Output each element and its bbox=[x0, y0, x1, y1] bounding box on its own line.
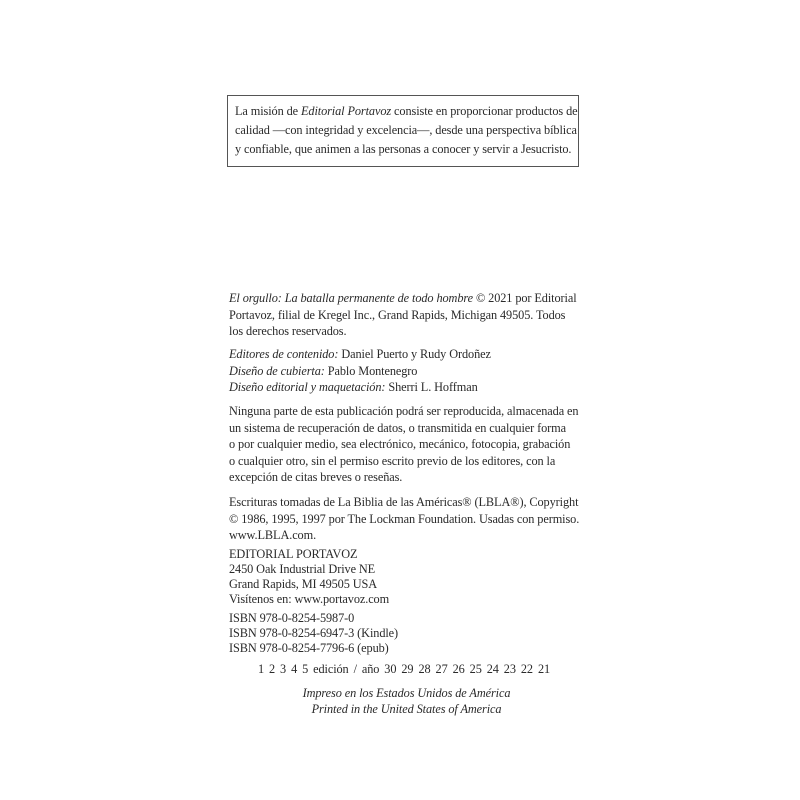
book-title: El orgullo: La batalla permanente de todo hombre bbox=[229, 291, 473, 305]
isbn-line: ISBN 978-0-8254-5987-0 bbox=[229, 611, 355, 625]
rights-notice: Ninguna parte de esta publicación podrá ser reproducida, almacenada en un sistema de recuperación de datos, o transmitida en cualquier forma o por cualquier medio, sea electrónico, mecánico, fotocopia, grabación o cualquier otro, sin el permiso escrito previo de los editores, con la excepción de citas breves o reseñas. bbox=[229, 404, 579, 484]
mission-statement-box bbox=[227, 95, 579, 167]
isbn-line: ISBN 978-0-8254-6947-3 (Kindle) bbox=[229, 626, 399, 640]
copyright-notice: El orgullo: La batalla permanente de todo hombre © 2021 por Editorial Portavoz, filial de Kregel Inc., Grand Rapids, Michigan 49505. Todos los derechos reservados. bbox=[229, 291, 577, 338]
publisher-address: EDITORIAL PORTAVOZ 2450 Oak Industrial Drive NE Grand Rapids, MI 49505 USA Visítenos en: www.portavoz.com bbox=[229, 547, 390, 606]
mission-line-1: La misión de Editorial Portavoz consiste en proporcionar productos de bbox=[235, 104, 578, 118]
publisher-name: Editorial Portavoz bbox=[300, 104, 392, 118]
printed-in: Impreso en los Estados Unidos de América Printed in the United States of America bbox=[302, 686, 511, 716]
isbn-line: ISBN 978-0-8254-7796-6 (epub) bbox=[229, 641, 389, 655]
isbn-list bbox=[229, 611, 573, 656]
edition-line: 1 2 3 4 5 edición / año 30 29 28 27 26 25 24 23 22 21 bbox=[258, 662, 551, 676]
credit-line: Editores de contenido: Daniel Puerto y Rudy Ordoñez bbox=[229, 347, 491, 361]
credit-line: Diseño de cubierta: Pablo Montenegro bbox=[229, 363, 418, 378]
credits bbox=[229, 346, 573, 396]
mission-line-2: calidad —con integridad y excelencia—, desde una perspectiva bíblica bbox=[235, 123, 577, 137]
credit-line: Diseño editorial y maquetación: Sherri L. Hoffman bbox=[229, 380, 478, 394]
scripture-notice: Escrituras tomadas de La Biblia de las Américas® (LBLA®), Copyright © 1986, 1995, 1997 por The Lockman Foundation. Usadas con permiso. www.LBLA.com. bbox=[229, 495, 580, 542]
mission-line-3: y confiable, que animen a las personas a conocer y servir a Jesucristo. bbox=[235, 142, 572, 156]
